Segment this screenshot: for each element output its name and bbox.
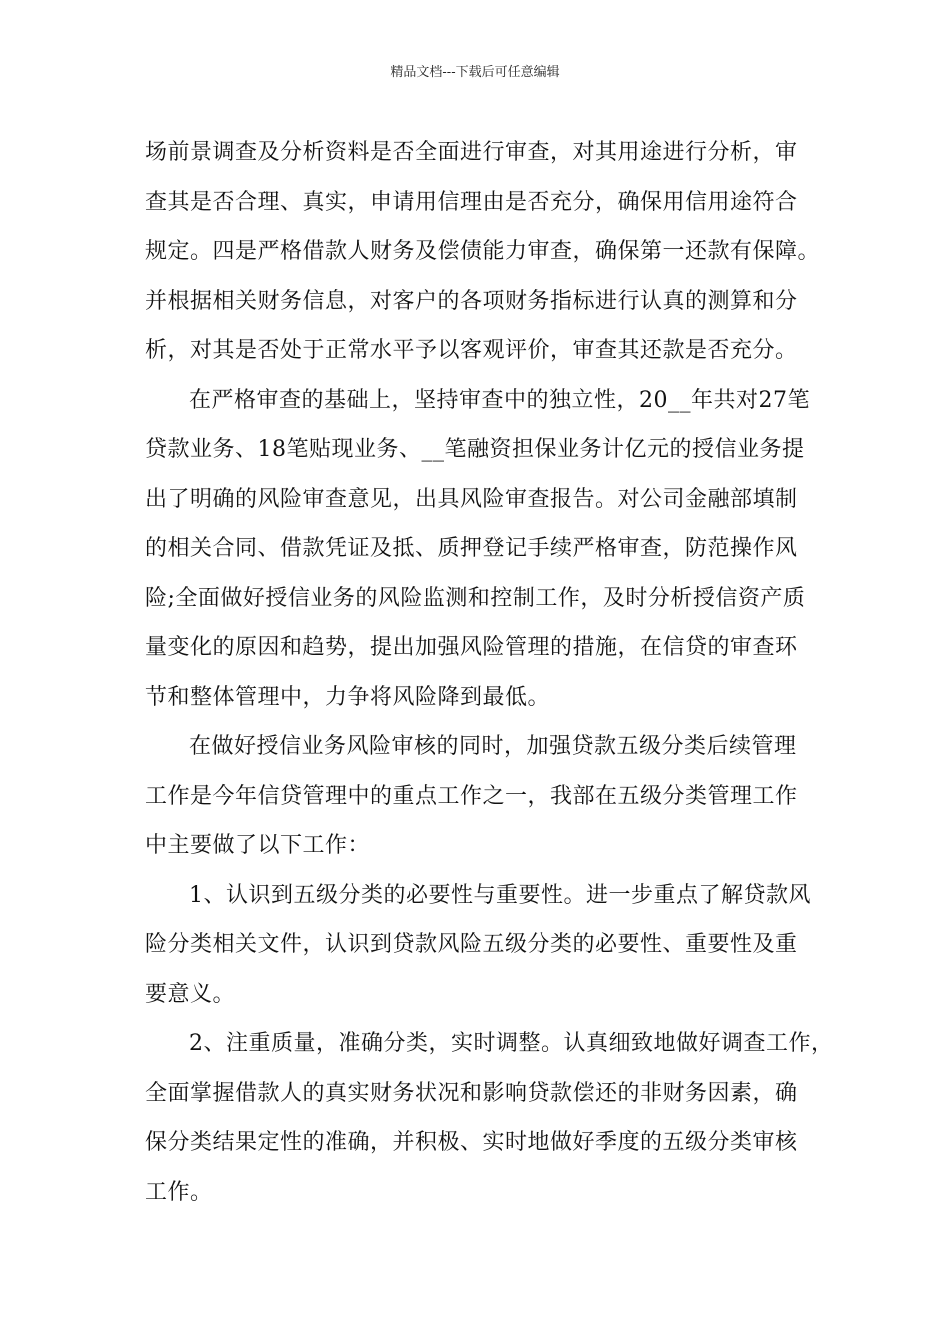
text-line: 中主要做了以下工作： [145,833,371,858]
paragraph-first-line: 1、认识到五级分类的必要性与重要性。进一步重点了解贷款风 [189,882,811,908]
text-line: 要意义。 [145,981,236,1007]
text-line: 节和整体管理中，力争将风险降到最低。 [145,684,551,710]
paragraph-first-line: 在严格审查的基础上，坚持审查中的独立性，20__年共对27笔 [189,387,810,413]
text-line: 贷款业务、18笔贴现业务、__笔融资担保业务计亿元的授信业务提 [145,437,805,462]
text-line: 析，对其是否处于正常水平予以客观评价，审查其还款是否充分。 [145,338,798,363]
text-line: 全面掌握借款人的真实财务状况和影响贷款偿还的非财务因素，确 [145,1080,798,1106]
paragraph-first-line: 2、注重质量，准确分类，实时调整。认真细致地做好调查工作， [189,1031,834,1056]
text-line: 险;全面做好授信业务的风险监测和控制工作，及时分析授信资产质 [145,585,806,611]
text-line: 的相关合同、借款凭证及抵、质押登记手续严格审查，防范操作风 [145,536,798,561]
text-line: 查其是否合理、真实，申请用信理由是否充分，确保用信用途符合 [145,189,798,215]
text-line: 工作。 [145,1179,213,1205]
text-line: 规定。四是严格借款人财务及偿债能力审查，确保第一还款有保障。 [145,239,821,264]
page-header: 精品文档---下载后可任意编辑 [390,65,560,80]
text-line: 险分类相关文件，认识到贷款风险五级分类的必要性、重要性及重 [145,932,798,957]
text-line: 出了明确的风险审查意见，出具风险审查报告。对公司金融部填制 [145,486,798,512]
text-line: 工作是今年信贷管理中的重点工作之一，我部在五级分类管理工作 [145,783,798,809]
text-line: 并根据相关财务信息，对客户的各项财务指标进行认真的测算和分 [145,288,798,314]
text-line: 量变化的原因和趋势，提出加强风险管理的措施，在信贷的审查环 [145,635,798,660]
document-body [145,128,834,1217]
paragraph-first-line: 在做好授信业务风险审核的同时，加强贷款五级分类后续管理 [189,734,797,759]
text-line: 保分类结果定性的准确，并积极、实时地做好季度的五级分类审核 [145,1130,798,1155]
text-line: 场前景调查及分析资料是否全面进行审查，对其用途进行分析，审 [145,140,798,165]
